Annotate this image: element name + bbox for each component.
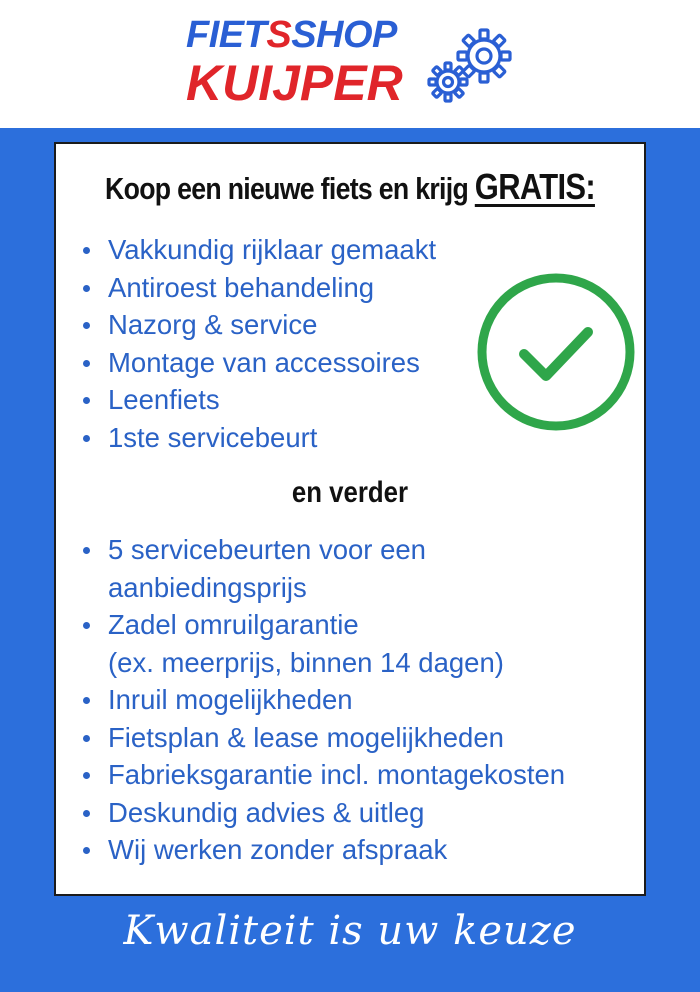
checkmark-circle-icon xyxy=(476,272,636,432)
offer-card xyxy=(54,142,646,896)
brand-line-2: KUIJPER xyxy=(186,55,403,111)
brand-logo xyxy=(186,14,426,110)
offer-headline: Koop een nieuwe fiets en krijg GRATIS: xyxy=(105,166,595,207)
list-item: Leenfiets xyxy=(80,381,436,419)
list-item: Deskundig advies & uitleg xyxy=(80,794,565,832)
list-item: Inruil mogelijkheden xyxy=(80,681,565,719)
list-item: Antiroest behandeling xyxy=(80,269,436,307)
included-list xyxy=(80,231,436,456)
list-item: Montage van accessoires xyxy=(80,344,436,382)
list-item: Wij werken zonder afspraak xyxy=(80,831,565,869)
list-item: Fietsplan & lease mogelijkheden xyxy=(80,719,565,757)
brand-line-1: FIETSSHOP xyxy=(186,14,397,56)
extras-list xyxy=(80,531,565,869)
list-item: Fabrieksgarantie incl. montagekosten xyxy=(80,756,565,794)
gears-icon xyxy=(424,20,520,110)
list-item: Vakkundig rijklaar gemaakt xyxy=(80,231,436,269)
list-item: 1ste servicebeurt xyxy=(80,419,436,457)
free-emphasis: GRATIS: xyxy=(474,166,595,207)
slogan: Kwaliteit is uw keuze xyxy=(123,908,577,954)
subheading: en verder xyxy=(291,476,409,509)
header xyxy=(0,0,700,128)
list-item: 5 servicebeurten voor een aanbiedingsprijs xyxy=(80,531,565,606)
list-item: Nazorg & service xyxy=(80,306,436,344)
list-item: Zadel omruilgarantie (ex. meerprijs, binnen 14 dagen) xyxy=(80,606,565,681)
